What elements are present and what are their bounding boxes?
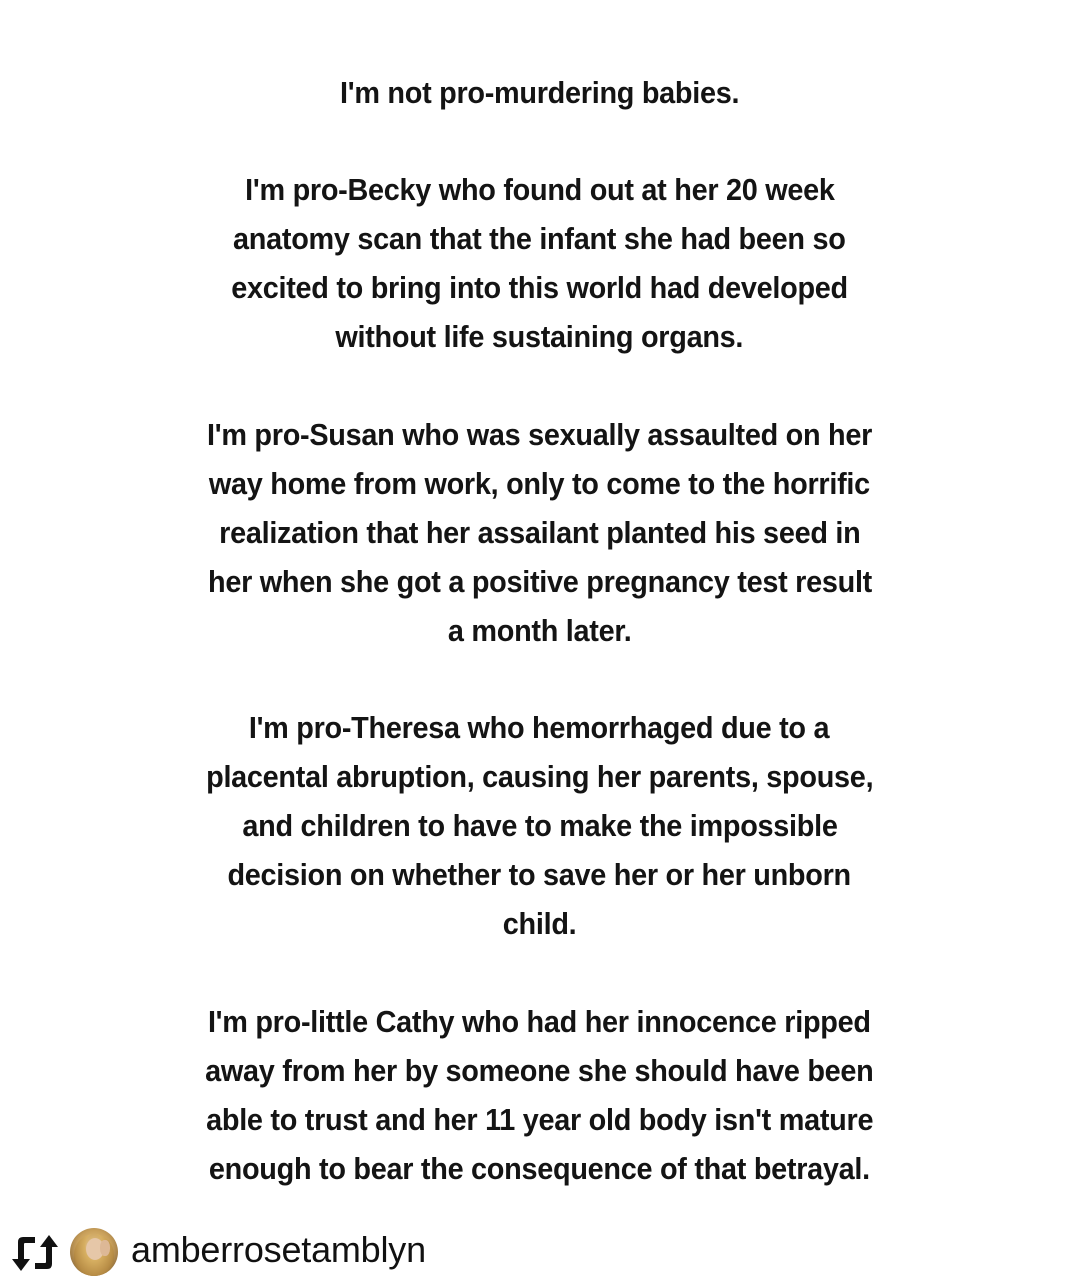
text-line: [0, 415, 1079, 455]
text-line-content: her when she got a positive pregnancy test result: [207, 564, 872, 599]
text-line: [0, 611, 1079, 651]
text-line-content: I'm pro-little Cathy who had her innocence ripped: [208, 1004, 871, 1039]
text-line: [0, 268, 1079, 308]
text-line: [0, 219, 1079, 259]
text-line-content: I'm not pro-murdering babies.: [339, 75, 740, 110]
text-line: [0, 73, 1079, 113]
text-line: [0, 170, 1079, 210]
text-line-content: decision on whether to save her or her unborn: [227, 857, 852, 892]
text-line: [0, 464, 1079, 504]
avatar-hand: [100, 1240, 110, 1256]
repost-icon: [11, 1231, 59, 1275]
text-line-content: and children to have to make the impossible: [241, 808, 838, 843]
text-line-content: able to trust and her 11 year old body isn't mature: [205, 1102, 874, 1137]
text-line-content: placental abruption, causing her parents, spouse,: [205, 759, 874, 794]
text-line: [0, 806, 1079, 846]
text-line-content: I'm pro-Becky who found out at her 20 week: [244, 172, 835, 207]
text-line: [0, 708, 1079, 748]
text-line-content: excited to bring into this world had developed: [231, 270, 848, 305]
text-line: [0, 855, 1079, 895]
text-line: [0, 1100, 1079, 1140]
text-line-content: a month later.: [447, 613, 632, 648]
text-line: [0, 562, 1079, 602]
text-line: [0, 317, 1079, 357]
text-line-content: anatomy scan that the infant she had been so: [233, 221, 846, 256]
text-line-content: way home from work, only to come to the horrific: [208, 466, 870, 501]
text-line-content: without life sustaining organs.: [335, 319, 744, 354]
text-line-content: I'm pro-Theresa who hemorrhaged due to a: [249, 710, 830, 745]
text-line: [0, 513, 1079, 553]
text-line: [0, 1002, 1079, 1042]
text-line: [0, 904, 1079, 944]
text-line: [0, 1051, 1079, 1091]
text-line: [0, 1149, 1079, 1189]
text-line: [0, 757, 1079, 797]
repost-credit-bar: [0, 1210, 1079, 1286]
text-line-content: child.: [502, 906, 577, 941]
text-line-content: away from her by someone she should have been: [205, 1053, 874, 1088]
avatar[interactable]: [70, 1228, 118, 1276]
text-line-content: enough to bear the consequence of that betrayal.: [208, 1151, 871, 1186]
username-link[interactable]: amberrosetamblyn: [131, 1229, 426, 1270]
text-line-content: I'm pro-Susan who was sexually assaulted on her: [206, 417, 873, 452]
text-line-content: realization that her assailant planted his seed in: [218, 515, 861, 550]
